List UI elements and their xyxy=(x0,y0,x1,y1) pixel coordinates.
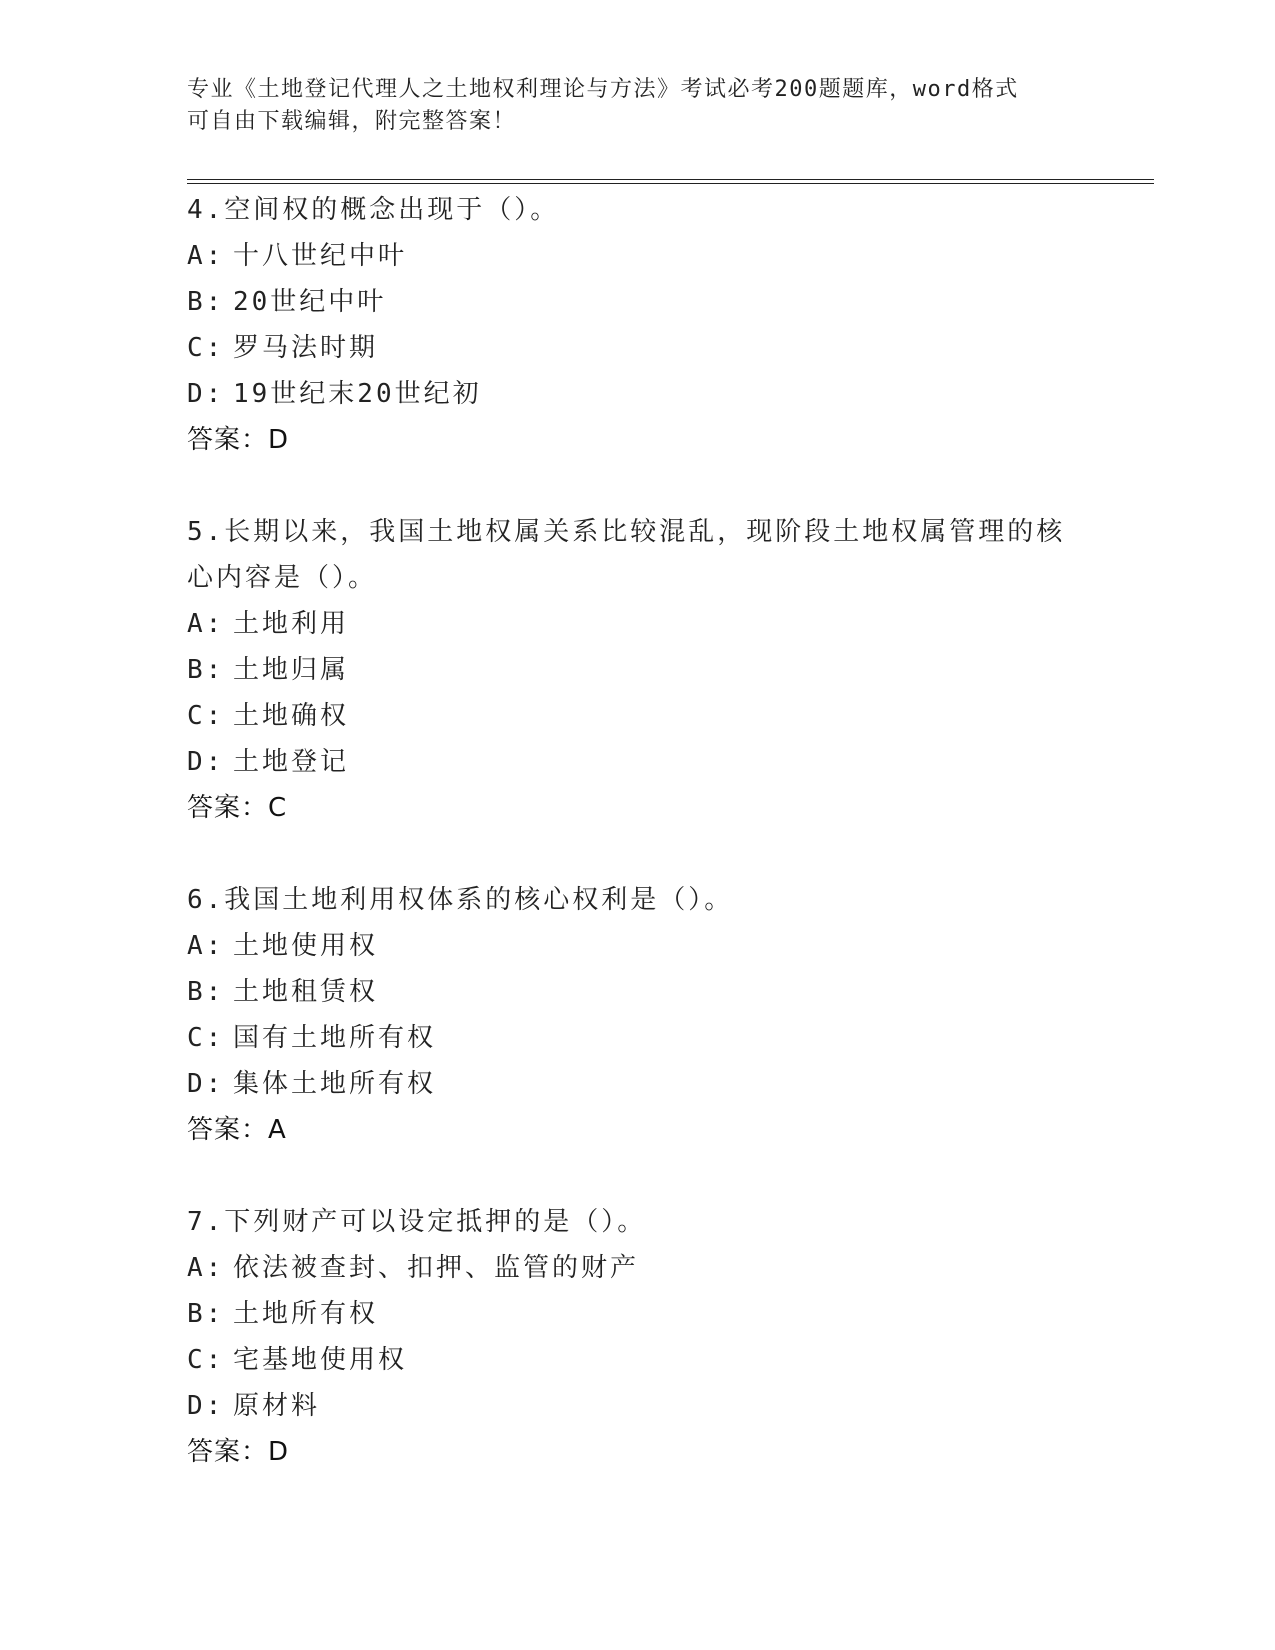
answer-line: 答案：C xyxy=(187,793,288,823)
document-header xyxy=(187,74,1087,138)
option-text: 20世纪中叶 xyxy=(233,287,387,317)
option-d xyxy=(187,1383,1087,1429)
answer-line: 答案：A xyxy=(187,1115,287,1145)
option-a xyxy=(187,1245,1087,1291)
option-label: D: xyxy=(187,1069,225,1099)
question-spacer xyxy=(187,831,1087,877)
option-text: 土地租赁权 xyxy=(233,977,379,1007)
question-spacer xyxy=(187,1153,1087,1199)
answer-line: 答案：D xyxy=(187,1437,290,1467)
option-text: 集体土地所有权 xyxy=(233,1069,437,1099)
question-4 xyxy=(187,187,1087,463)
option-d xyxy=(187,739,1087,785)
option-c xyxy=(187,693,1087,739)
option-text: 宅基地使用权 xyxy=(233,1345,408,1375)
option-text: 土地所有权 xyxy=(233,1299,379,1329)
header-line-2: 可自由下载编辑，附完整答案！ xyxy=(187,109,517,134)
option-d xyxy=(187,1061,1087,1107)
option-label: A: xyxy=(187,609,225,639)
option-a xyxy=(187,601,1087,647)
header-divider-top xyxy=(187,179,1154,180)
option-text: 依法被查封、扣押、监管的财产 xyxy=(233,1253,640,1283)
question-7 xyxy=(187,1199,1087,1475)
option-label: B: xyxy=(187,1299,225,1329)
option-label: C: xyxy=(187,333,225,363)
question-stem-continued: 心内容是（）。 xyxy=(187,563,378,593)
question-stem: 4.空间权的概念出现于（）。 xyxy=(187,195,560,225)
option-label: D: xyxy=(187,747,225,777)
option-label: B: xyxy=(187,977,225,1007)
option-text: 十八世纪中叶 xyxy=(233,241,408,271)
option-text: 土地归属 xyxy=(233,655,350,685)
option-label: C: xyxy=(187,701,225,731)
option-text: 土地登记 xyxy=(233,747,350,777)
question-stem: 6.我国土地利用权体系的核心权利是（）。 xyxy=(187,885,734,915)
option-c xyxy=(187,1015,1087,1061)
option-b xyxy=(187,1291,1087,1337)
option-a xyxy=(187,233,1087,279)
option-label: A: xyxy=(187,241,225,271)
option-b xyxy=(187,969,1087,1015)
option-a xyxy=(187,923,1087,969)
option-d xyxy=(187,371,1087,417)
option-b xyxy=(187,647,1087,693)
option-b xyxy=(187,279,1087,325)
option-text: 19世纪末20世纪初 xyxy=(233,379,482,409)
option-text: 罗马法时期 xyxy=(233,333,379,363)
header-line-1: 专业《土地登记代理人之土地权利理论与方法》考试必考200题题库，word格式 xyxy=(187,77,1019,102)
option-c xyxy=(187,325,1087,371)
option-label: C: xyxy=(187,1023,225,1053)
option-label: D: xyxy=(187,379,225,409)
option-label: A: xyxy=(187,931,225,961)
option-label: A: xyxy=(187,1253,225,1283)
question-5 xyxy=(187,509,1087,831)
answer-line: 答案：D xyxy=(187,425,290,455)
option-label: B: xyxy=(187,655,225,685)
question-stem: 7.下列财产可以设定抵押的是（）。 xyxy=(187,1207,647,1237)
option-text: 土地使用权 xyxy=(233,931,379,961)
option-text: 原材料 xyxy=(233,1391,321,1421)
question-spacer xyxy=(187,463,1087,509)
question-6 xyxy=(187,877,1087,1153)
option-text: 土地确权 xyxy=(233,701,350,731)
header-divider-bottom xyxy=(187,183,1154,184)
option-text: 国有土地所有权 xyxy=(233,1023,437,1053)
option-text: 土地利用 xyxy=(233,609,350,639)
option-c xyxy=(187,1337,1087,1383)
option-label: D: xyxy=(187,1391,225,1421)
option-label: C: xyxy=(187,1345,225,1375)
question-stem: 5.长期以来，我国土地权属关系比较混乱，现阶段土地权属管理的核 xyxy=(187,517,1066,547)
option-label: B: xyxy=(187,287,225,317)
question-list xyxy=(187,187,1087,1475)
